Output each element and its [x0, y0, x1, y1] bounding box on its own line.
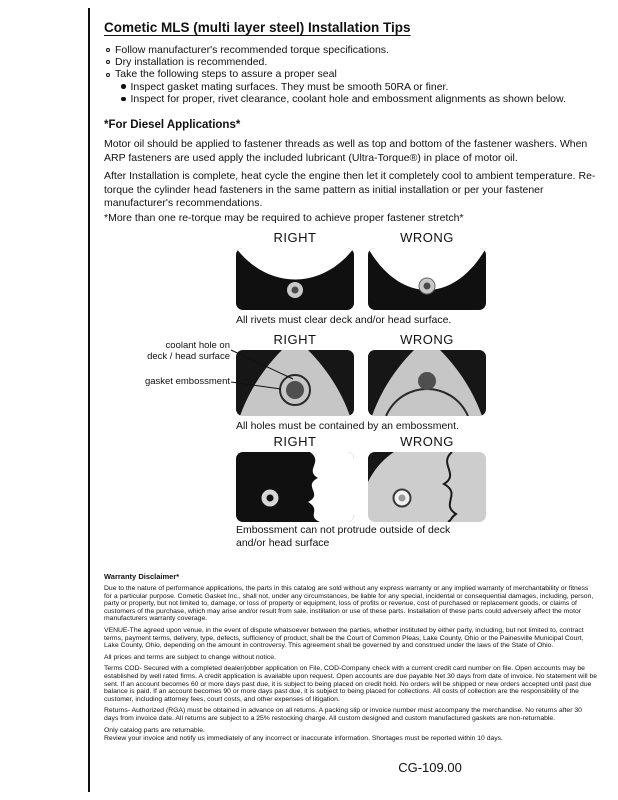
disclaimer-paragraph: Review your invoice and notify us immediately of any incorrect or inaccurate information. Shortages must be reported within 10 days.	[104, 735, 503, 743]
retorque-note: *More than one re-torque may be required to achieve proper fastener stretch*	[104, 212, 464, 224]
right-label: RIGHT	[273, 434, 317, 449]
tip-item	[121, 81, 566, 93]
filled-bullet-icon	[121, 97, 126, 102]
open-bullet-icon	[106, 73, 110, 77]
filled-bullet-icon	[121, 84, 126, 89]
embossment-right-diagram	[236, 452, 354, 522]
right-label: RIGHT	[273, 332, 317, 347]
rivet-wrong-illustration	[368, 248, 486, 310]
diesel-heading: *For Diesel Applications*	[104, 119, 241, 131]
disclaimer-paragraph: Only catalog parts are returnable.	[104, 726, 205, 734]
tip-text: Inspect gasket mating surfaces. They must be smooth 50RA or finer.	[130, 80, 449, 93]
tip-item	[106, 44, 566, 56]
tip-item	[106, 56, 566, 68]
disclaimer-paragraph: Terms COD- Secured with a completed dealer/jobber application on File, COD-Company check with a current credit card number on file. Open accounts may be established by well rated firms. A credit application is available upon request. Open accounts are due payable Net 30 days from date of invoice. No statement will be sent. If an account becomes 60 or more days past due, it is subject to being placed on credit hold. No orders will be shipped or new orders accepted until past due balance is paid. If an account becomes 90 or more days past due, it is subject to being placed for collections. All costs of collection are the responsibility of the customer, including attorney fees, court costs, and other expenses of litigation.	[104, 665, 598, 703]
hole-wrong-diagram	[368, 350, 486, 416]
tip-text: Dry installation is recommended.	[115, 56, 268, 69]
tip-item	[121, 93, 566, 105]
embossment-right-illustration	[236, 452, 354, 522]
hole-wrong-illustration	[368, 350, 486, 416]
tip-item	[106, 68, 566, 80]
page-title: Cometic MLS (multi layer steel) Installation Tips	[104, 20, 411, 35]
diesel-paragraph-2: After Installation is complete, heat cycle the engine then let it completely cool to ambient temperature. Re-torque the cylinder head fasteners in the same pattern as initial installation or per your fastener manufacturer's recommendations.	[104, 170, 596, 209]
wrong-label: WRONG	[400, 332, 454, 347]
rivet-right-illustration	[236, 248, 354, 310]
holes-caption: All holes must be contained by an embossment.	[236, 420, 459, 432]
rivet-right-diagram	[236, 248, 354, 310]
tip-text: Inspect for proper, rivet clearance, coolant hole and embossment alignments as shown below.	[130, 92, 566, 105]
embossment-wrong-illustration	[368, 452, 486, 522]
diagrams-section	[0, 228, 618, 550]
hole-right-diagram	[236, 350, 354, 416]
tips-list	[106, 44, 566, 105]
disclaimer-paragraph: VENUE-The agreed upon venue, in the event of dispute whatsoever between the parties, whether instituted by either party, including, but not limited to, contract terms, payment terms, delivery, type, defects, sufficiency of product, shall be the Court of Common Pleas, Lake County, Ohio or the Painesville Municipal Court, Lake County, Ohio, depending on the amount in controversy. This agreement shall be governed by and construed under the laws of the State of Ohio.	[104, 626, 584, 650]
gasket-embossment-label: gasket embossment	[144, 376, 230, 387]
disclaimer-paragraph: All prices and terms are subject to change without notice.	[104, 653, 276, 661]
wrong-label: WRONG	[400, 230, 454, 245]
disclaimer-paragraph: Returns- Authorized (RGA) must be obtained in advance on all returns. A packing slip or invoice number must accompany the merchandise. No returns after 30 days from invoice date. All returns are subject to a 25% restocking charge. All custom designed and custom manufactured gaskets are non-returnable.	[104, 707, 582, 722]
disclaimer-section	[104, 572, 598, 744]
coolant-hole-label-line1: coolant hole on	[165, 340, 230, 351]
diesel-paragraph-1: Motor oil should be applied to fastener threads as well as top and bottom of the fastener washers. When ARP fasteners are used apply the included lubricant (Ultra-Torque®) in place of motor oil.	[104, 138, 588, 164]
right-label: RIGHT	[273, 230, 317, 245]
tip-text: Follow manufacturer's recommended torque specifications.	[115, 44, 389, 56]
open-bullet-icon	[106, 60, 110, 64]
embossment-wrong-diagram	[368, 452, 486, 522]
open-bullet-icon	[106, 48, 110, 52]
coolant-hole-label-line2: deck / head surface	[147, 350, 230, 362]
embossment-caption: Embossment can not protrude outside of deck and/or head surface	[236, 524, 451, 549]
disclaimer-heading: Warranty Disclaimer*	[104, 572, 180, 581]
rivets-caption: All rivets must clear deck and/or head surface.	[236, 314, 452, 326]
disclaimer-paragraph: Due to the nature of performance applications, the parts in this catalog are sold without any express warranty or any implied warranty of merchantability or fitness for a particular purpose. Cometic Gasket Inc., shall not, under any circumstances, be liable for any special, incidental or consequential damages, including, person, party or property, but not limited to, damage, or loss of property or equipment, loss of profits or revenue, cost of purchased or replacement goods, or claims of customers of the purchase, which may arise and/or result from sale, instillation or use of these parts. Installation of these parts could adversely affect the motor manufacturers warranty coverage.	[104, 585, 594, 623]
hole-right-illustration	[236, 350, 354, 416]
rivet-wrong-diagram	[368, 248, 486, 310]
wrong-label: WRONG	[400, 434, 454, 449]
tip-text: Take the following steps to assure a proper seal	[115, 68, 337, 81]
page-code: CG-109.00	[398, 760, 462, 775]
coolant-hole-label	[118, 341, 230, 362]
